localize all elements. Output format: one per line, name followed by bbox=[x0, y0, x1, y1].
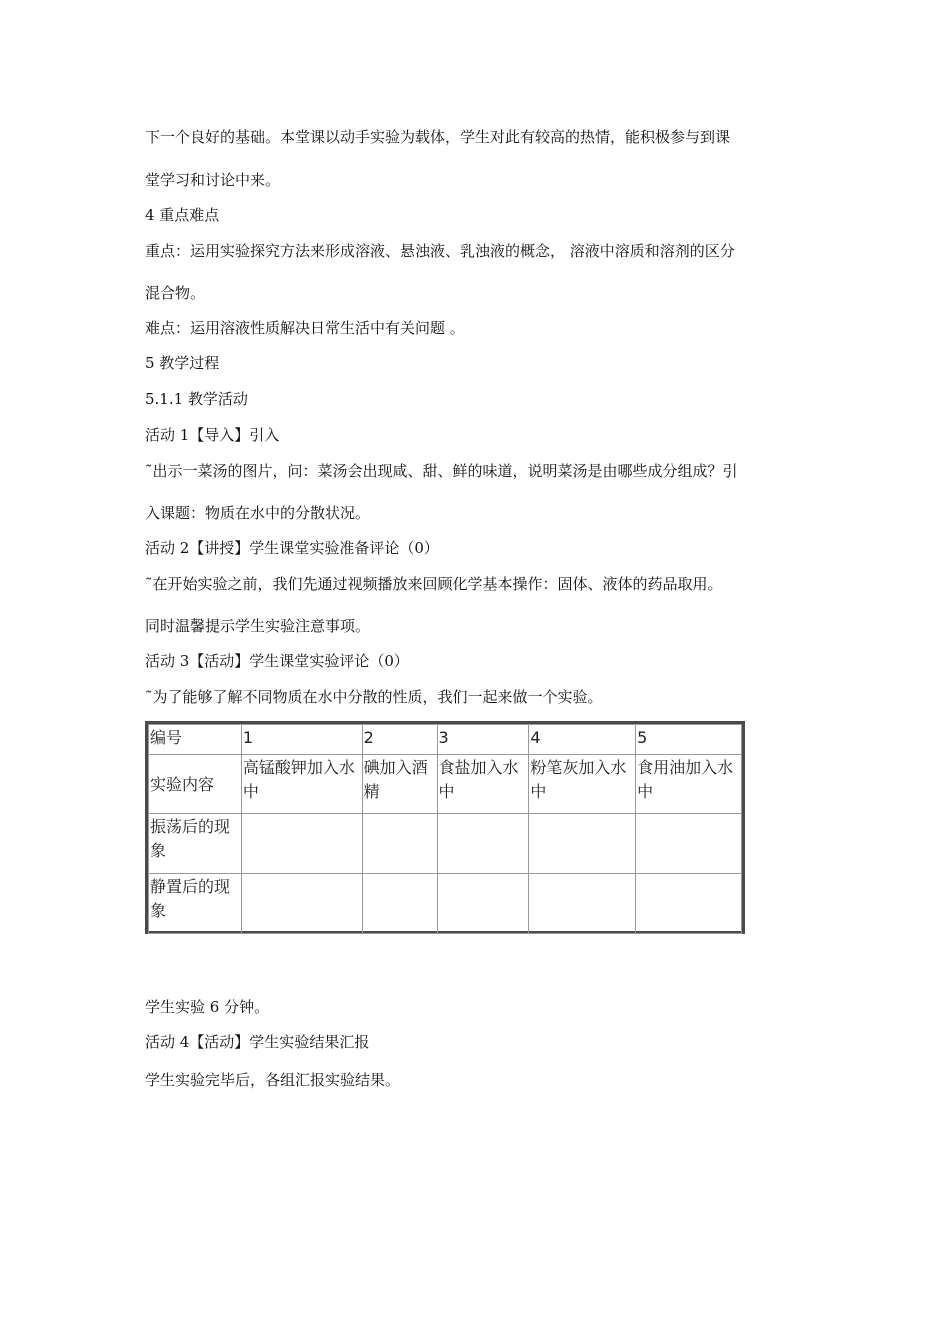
activity-heading: 活动 1【导入】引入 bbox=[145, 426, 280, 444]
table-cell: 振荡后的现象 bbox=[149, 814, 242, 874]
paragraph-line: 入课题：物质在水中的分散状况。 bbox=[145, 504, 371, 522]
table-cell: 4 bbox=[529, 725, 636, 755]
table-cell bbox=[241, 874, 362, 934]
table-cell: 5 bbox=[636, 725, 742, 755]
table-cell bbox=[529, 874, 636, 934]
paragraph-line: 学生实验 6 分钟。 bbox=[145, 998, 270, 1016]
table-cell: 静置后的现象 bbox=[149, 874, 242, 934]
subsection-heading: 5.1.1 教学活动 bbox=[145, 390, 248, 408]
paragraph-line: 下一个良好的基础。本堂课以动手实验为载体，学生对此有较高的热情，能积极参与到课 bbox=[145, 128, 731, 146]
section-heading: 4 重点难点 bbox=[145, 206, 220, 224]
table-cell: 粉笔灰加入水中 bbox=[529, 755, 636, 814]
paragraph-line: 同时温馨提示学生实验注意事项。 bbox=[145, 617, 371, 635]
table-cell bbox=[437, 814, 529, 874]
paragraph-line: 堂学习和讨论中来。 bbox=[145, 171, 281, 189]
paragraph-line: 混合物。 bbox=[145, 284, 206, 302]
table-row bbox=[149, 725, 742, 755]
table-cell: 2 bbox=[362, 725, 437, 755]
table-row bbox=[149, 755, 742, 814]
table-cell: 实验内容 bbox=[149, 755, 242, 814]
paragraph-line: ˜为了能够了解不同物质在水中分散的性质，我们一起来做一个实验。 bbox=[145, 688, 603, 706]
experiment-table bbox=[145, 721, 745, 934]
table-cell bbox=[362, 874, 437, 934]
paragraph-line: 难点：运用溶液性质解决日常生活中有关问题 。 bbox=[145, 319, 465, 337]
table-cell: 编号 bbox=[149, 725, 242, 755]
table-row bbox=[149, 814, 742, 874]
table-row bbox=[149, 874, 742, 934]
table-cell: 食盐加入水中 bbox=[437, 755, 529, 814]
table-cell bbox=[362, 814, 437, 874]
activity-heading: 活动 4【活动】学生实验结果汇报 bbox=[145, 1033, 370, 1051]
paragraph-line: ˜在开始实验之前，我们先通过视频播放来回顾化学基本操作：固体、液体的药品取用。 bbox=[145, 575, 723, 593]
table-cell bbox=[529, 814, 636, 874]
paragraph-line: 重点：运用实验探究方法来形成溶液、悬浊液、乳浊液的概念， 溶液中溶质和溶剂的区分 bbox=[145, 242, 735, 260]
table-cell: 3 bbox=[437, 725, 529, 755]
paragraph-line: 学生实验完毕后，各组汇报实验结果。 bbox=[145, 1071, 401, 1089]
table-cell bbox=[636, 814, 742, 874]
table-cell: 食用油加入水中 bbox=[636, 755, 742, 814]
activity-heading: 活动 2【讲授】学生课堂实验准备评论（0） bbox=[145, 539, 439, 557]
table-cell bbox=[636, 874, 742, 934]
paragraph-line: ˜出示一菜汤的图片，问：菜汤会出现咸、甜、鲜的味道，说明菜汤是由哪些成分组成？引 bbox=[145, 462, 738, 480]
table-cell: 高锰酸钾加入水中 bbox=[241, 755, 362, 814]
table-cell bbox=[241, 814, 362, 874]
table-cell: 碘加入酒精 bbox=[362, 755, 437, 814]
activity-heading: 活动 3【活动】学生课堂实验评论（0） bbox=[145, 652, 409, 670]
table-cell bbox=[437, 874, 529, 934]
table-cell: 1 bbox=[241, 725, 362, 755]
section-heading: 5 教学过程 bbox=[145, 354, 220, 372]
